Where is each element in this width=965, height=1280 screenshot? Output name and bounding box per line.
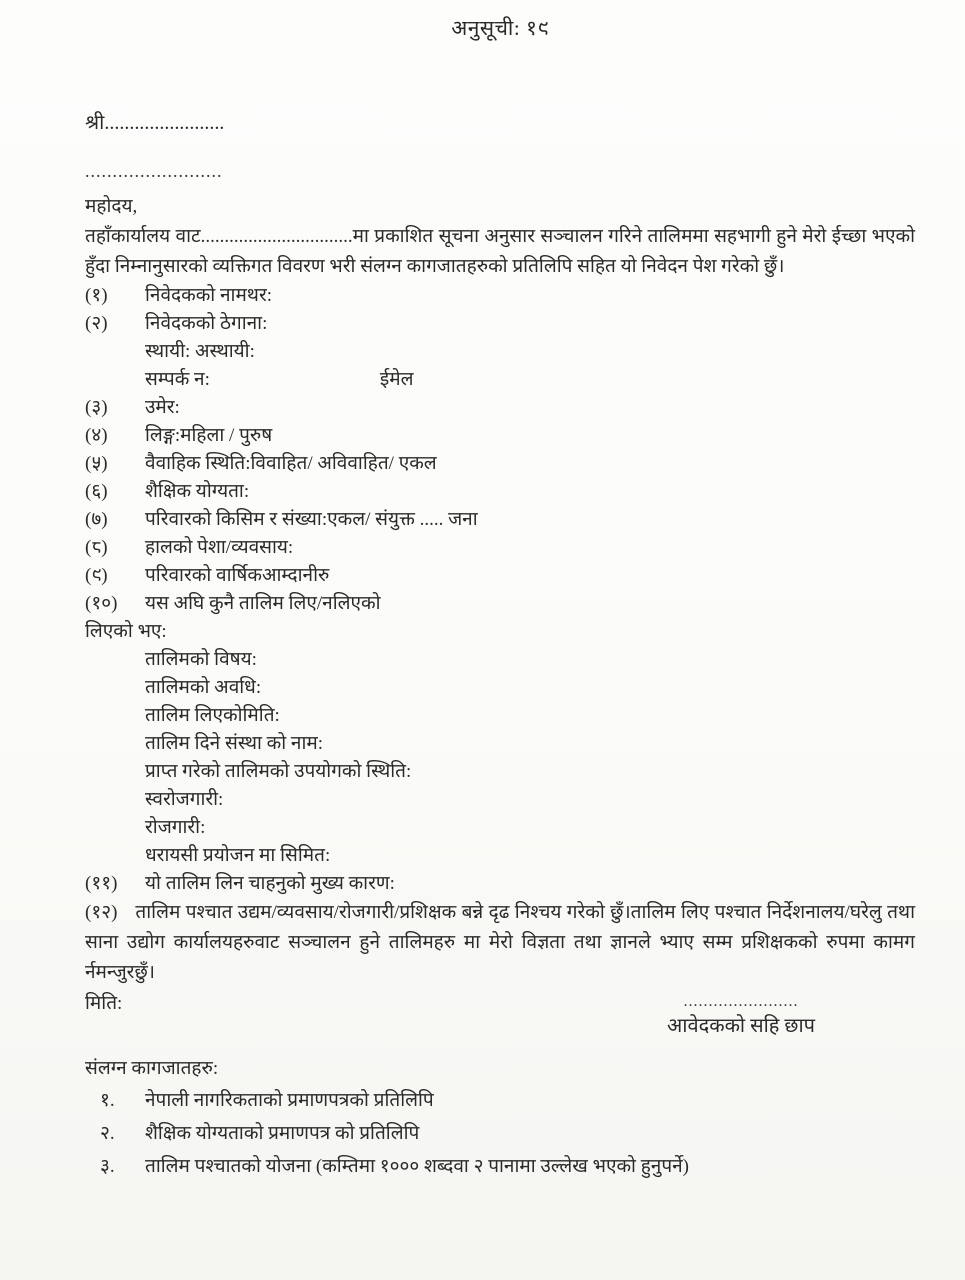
item-label: यो तालिम लिन चाहनुको मुख्य कारण: <box>145 873 395 894</box>
training-detail-employment: रोजगारी: <box>145 817 206 838</box>
email-label: ईमेल <box>379 369 414 390</box>
addressee-dotted-line: ......................... <box>85 161 223 181</box>
item-label: शैक्षिक योग्यता: <box>145 481 250 502</box>
item-number: (३) <box>85 397 108 418</box>
form-item-3 <box>85 394 915 422</box>
attachments-heading: संलग्न कागजातहरु: <box>85 1058 219 1079</box>
training-detail-self-employment: स्वरोजगारी: <box>145 789 224 810</box>
form-item-6 <box>85 478 915 506</box>
annex-title: अनुसूची: १९ <box>451 16 549 40</box>
training-detail-subject: तालिमको विषय: <box>145 649 257 670</box>
training-detail-date: तालिम लिएकोमिति: <box>145 705 280 726</box>
date-label: मिति: <box>85 993 123 1014</box>
item-label: लिङ्ग:महिला / पुरुष <box>145 425 273 446</box>
training-detail-duration: तालिमको अवधि: <box>145 677 262 698</box>
form-item-1 <box>85 282 915 310</box>
attachment-number: ३. <box>100 1156 115 1177</box>
form-item-11 <box>85 870 915 898</box>
item-label: परिवारको वार्षिकआम्दानीरु <box>145 565 330 586</box>
attachment-item-2 <box>85 1117 915 1150</box>
form-item-5 <box>85 450 915 478</box>
item-number: (७) <box>85 509 108 530</box>
item-number: (२) <box>85 313 108 334</box>
item-number: (१०) <box>85 593 118 614</box>
if-training-taken-label: लिएको भए: <box>85 621 167 642</box>
attachment-number: २. <box>100 1123 115 1144</box>
signature-caption: आवेदकको सहि छाप <box>667 1015 815 1037</box>
attachment-item-1 <box>85 1084 915 1117</box>
item-number: (१२) <box>85 902 118 923</box>
contact-row <box>85 366 915 394</box>
attachment-number: १. <box>100 1090 115 1111</box>
salutation: महोदय, <box>85 196 138 217</box>
item-label: यस अघि कुनै तालिम लिए/नलिएको <box>145 593 381 614</box>
item-label: निवेदकको नामथर: <box>145 285 272 306</box>
attachment-item-3 <box>85 1150 915 1183</box>
item-number: (१) <box>85 285 108 306</box>
address-permanent-temporary: स्थायी: अस्थायी: <box>145 341 255 362</box>
item-number: (८) <box>85 537 108 558</box>
addressee-shree-line: श्री........................ <box>85 112 225 134</box>
declaration-paragraph <box>85 898 915 988</box>
attachment-label: शैक्षिक योग्यताको प्रमाणपत्र को प्रतिलिपि <box>145 1123 420 1144</box>
form-item-2 <box>85 310 915 338</box>
date-signature-row <box>85 990 915 1038</box>
form-item-10 <box>85 590 915 618</box>
declaration-text: तालिम पश्चात उद्यम/व्यवसाय/रोजगारी/प्रशिक्षक बन्ने दृढ निश्चय गरेको छुँ।तालिम लिए पश्चात निर्देशनालय/घरेलु तथा साना उद्योग कार्यालयहरुवाट सञ्चालन हुने तालिमहरु मा मेरो विज्ञता तथा ज्ञानले भ्याए सम्म प्रशिक्षकको रुपमा कामग र्नमन्जुरछुँ। <box>85 902 915 983</box>
training-detail-household-use: धरायसी प्रयोजन मा सिमित: <box>145 845 331 866</box>
form-item-9 <box>85 562 915 590</box>
item-label: हालको पेशा/व्यवसाय: <box>145 537 294 558</box>
item-number: (११) <box>85 873 118 894</box>
attachment-label: तालिम पश्चातको योजना (कम्तिमा १००० शब्दवा २ पानामा उल्लेख भएको हुनुपर्ने) <box>145 1156 690 1177</box>
form-item-7 <box>85 506 915 534</box>
item-label: निवेदकको ठेगाना: <box>145 313 268 334</box>
item-number: (९) <box>85 565 108 586</box>
item-label: परिवारको किसिम र संख्या:एकल/ संयुक्त ..... जना <box>145 509 478 530</box>
item-number: (६) <box>85 481 108 502</box>
item-number: (५) <box>85 453 108 474</box>
signature-dotted-line: ....................... <box>683 993 799 1010</box>
intro-paragraph: तहाँकार्यालय वाट................................मा प्रकाशित सूचना अनुसार सञ्चालन गरिने तालिममा सहभागी हुने मेरो ईच्छा भएको हुँदा निम्नानुसारको व्यक्तिगत विवरण भरी संलग्न कागजातहरुको प्रतिलिपि सहित यो निवेदन पेश गरेको छुँ। <box>85 226 915 277</box>
form-item-8 <box>85 534 915 562</box>
item-number: (४) <box>85 425 108 446</box>
signature-block <box>667 990 815 1038</box>
form-item-4 <box>85 422 915 450</box>
attachment-label: नेपाली नागरिकताको प्रमाणपत्रको प्रतिलिपि <box>145 1090 434 1111</box>
training-detail-usage-status: प्राप्त गरेको तालिमको उपयोगको स्थिति: <box>145 761 412 782</box>
contact-number-label: सम्पर्क न: <box>145 369 210 390</box>
item-label: उमेर: <box>145 397 180 418</box>
training-detail-institution: तालिम दिने संस्था को नाम: <box>145 733 324 754</box>
item-label: वैवाहिक स्थिति:विवाहित/ अविवाहित/ एकल <box>145 453 437 474</box>
